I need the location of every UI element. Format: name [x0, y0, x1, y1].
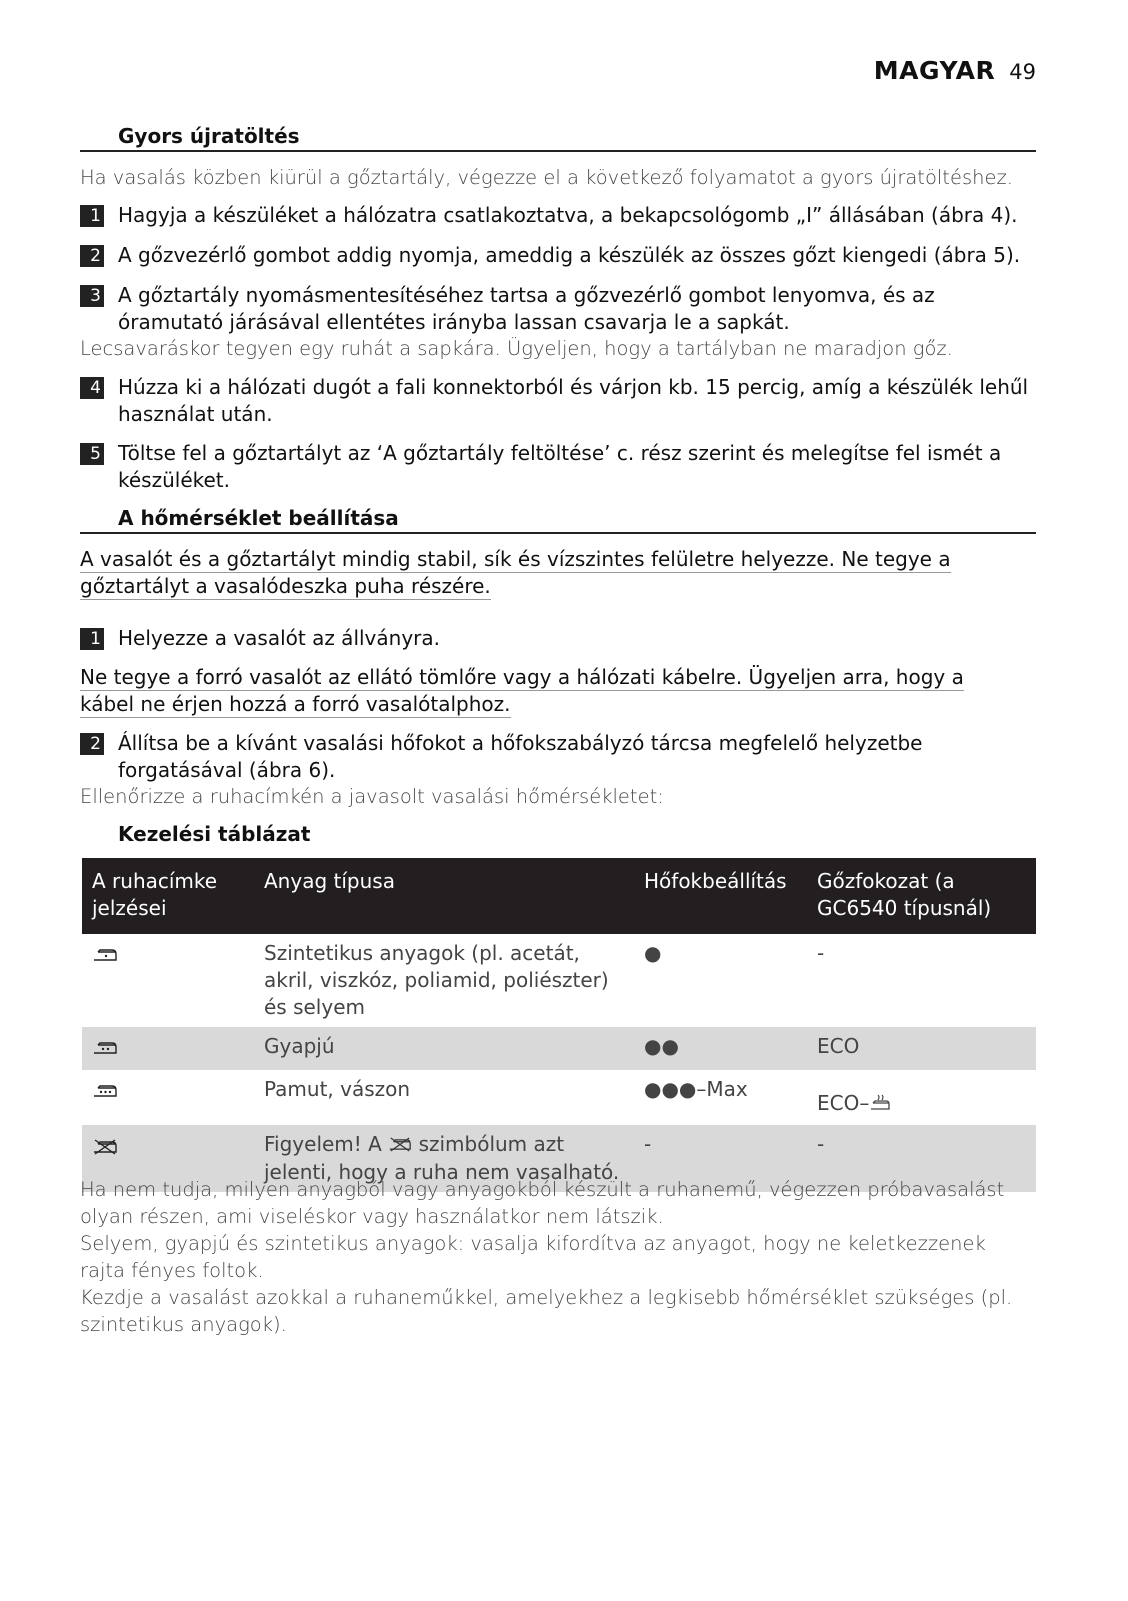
page-number: 49 [1009, 60, 1036, 84]
symbol-cell [82, 1070, 254, 1125]
warning-text [80, 546, 1010, 600]
step-text: Húzza ki a hálózati dugót a fali konnektorból és várjon kb. 15 percig, amíg a készülék lehűl használat után. [118, 375, 1029, 426]
footer-notes [80, 1176, 1036, 1338]
footer-note: Kezdje a vasalást azokkal a ruhaneműkkel, amelyekhez a legkisebb hőmérséklet szükséges (pl. szintetikus anyagok). [80, 1286, 1013, 1336]
temp-cell: ●●●–Max [644, 1077, 748, 1101]
language-label: MAGYAR [873, 56, 996, 85]
note-text: Lecsavaráskor tegyen egy ruhát a sapkára. Ügyeljen, hogy a tartályban ne maradjon gőz. [80, 337, 953, 360]
steam-label: ECO– [817, 1091, 870, 1115]
temp-cell: - [634, 1125, 807, 1192]
table-row [82, 934, 1036, 1027]
step-2-temp [80, 730, 1036, 784]
steam-cell: ECO [807, 1027, 1036, 1070]
warning-text [80, 664, 1010, 718]
steam-cell: - [817, 941, 825, 965]
check-note: Ellenőrizze a ruhacímkén a javasolt vasalási hőmérsékletet: [80, 785, 664, 808]
step-text: Helyezze a vasalót az állványra. [118, 626, 440, 650]
step-4 [80, 374, 1036, 428]
table-title: Kezelési táblázat [118, 822, 311, 846]
step-text: Töltse fel a gőztartályt az ‘A gőztartály feltöltése’ c. rész szerint és melegítse fel ismét a készüléket. [118, 441, 1002, 492]
steam-cell: - [807, 1125, 1036, 1192]
iron-2dot-icon [92, 1041, 118, 1057]
step-number: 1 [80, 628, 104, 650]
step-1 [80, 202, 1036, 229]
table-header: A ruhacímke jelzései [82, 858, 254, 934]
steam-boost-icon [869, 1092, 891, 1119]
step-number: 3 [80, 285, 104, 307]
footer-note: Ha nem tudja, milyen anyagból vagy anyagokból készült a ruhanemű, végezzen próbavasalást olyan részen, ami viseléskor vagy használatkor nem látszik. [80, 1178, 1005, 1228]
temp-cell: ● [644, 941, 662, 965]
table-header: Hőfokbeállítás [634, 858, 807, 934]
page-header [874, 56, 1036, 85]
step-text: A gőztartály nyomásmentesítéséhez tartsa a gőzvezérlő gombot lenyomva, és az óramutató járásával ellentétes irányba lassan csavarja le a sapkát. [118, 283, 935, 334]
section-title-temperature: A hőmérséklet beállítása [80, 506, 1036, 534]
intro-text: Ha vasalás közben kiürül a gőztartály, végezze el a következő folyamatot a gyors újratöltéshez. [80, 166, 1013, 189]
iron-3dot-icon [92, 1084, 118, 1100]
footer-note: Selyem, gyapjú és szintetikus anyagok: vasalja kifordítva az anyagot, hogy ne keletkezzenek rajta fényes foltok. [80, 1232, 986, 1282]
material-text-a: Figyelem! A [264, 1132, 382, 1156]
table-header-row [82, 858, 1036, 934]
care-table [82, 858, 1036, 1192]
step-number: 2 [80, 245, 104, 267]
material-cell: Szintetikus anyagok (pl. acetát, akril, viszkóz, poliamid, poliészter) és selyem [264, 941, 609, 1019]
step-text: Állítsa be a kívánt vasalási hőfokot a hőfokszabályzó tárcsa megfelelő helyzetbe forgatásával (ábra 6). [118, 731, 923, 782]
section-title-quick-refill: Gyors újratöltés [80, 124, 1036, 152]
no-iron-inline-icon [388, 1132, 412, 1159]
table-row [82, 1070, 1036, 1125]
no-iron-icon [92, 1139, 118, 1155]
steam-cell [807, 1070, 1036, 1125]
table-header: Gőzfokozat (a GC6540 típusnál) [807, 858, 1036, 934]
step-2 [80, 242, 1036, 269]
material-cell: Gyapjú [254, 1027, 634, 1070]
table-row [82, 1027, 1036, 1070]
symbol-cell [82, 1027, 254, 1070]
step-text: Hagyja a készüléket a hálózatra csatlakoztatva, a bekapcsológomb „I” állásában (ábra 4). [118, 203, 1018, 227]
table-header: Anyag típusa [254, 858, 634, 934]
step-3 [80, 282, 1036, 336]
warning-label: Ne tegye a forró vasalót az ellátó tömlőre vagy a hálózati kábelre. Ügyeljen arra, hogy a kábel ne érjen hozzá a forró vasalótalphoz. [80, 665, 964, 716]
warning-label: A vasalót és a gőztartályt mindig stabil, sík és vízszintes felületre helyezze. Ne tegye a gőztartályt a vasalódeszka puha részére. [80, 547, 951, 598]
step-number: 5 [80, 443, 104, 465]
step-text: A gőzvezérlő gombot addig nyomja, ameddig a készülék az összes gőzt kiengedi (ábra 5). [118, 243, 1021, 267]
step-5 [80, 440, 1036, 494]
step-number: 4 [80, 377, 104, 399]
step-number: 1 [80, 205, 104, 227]
material-cell: Pamut, vászon [264, 1077, 411, 1101]
symbol-cell [82, 934, 254, 1027]
step-number: 2 [80, 733, 104, 755]
iron-1dot-icon [92, 948, 118, 964]
temp-cell: ●● [634, 1027, 807, 1070]
material-text-b: szimbólum azt jelenti, hogy a ruha nem vasalható. [264, 1132, 620, 1184]
step-1-temp [80, 625, 1036, 652]
